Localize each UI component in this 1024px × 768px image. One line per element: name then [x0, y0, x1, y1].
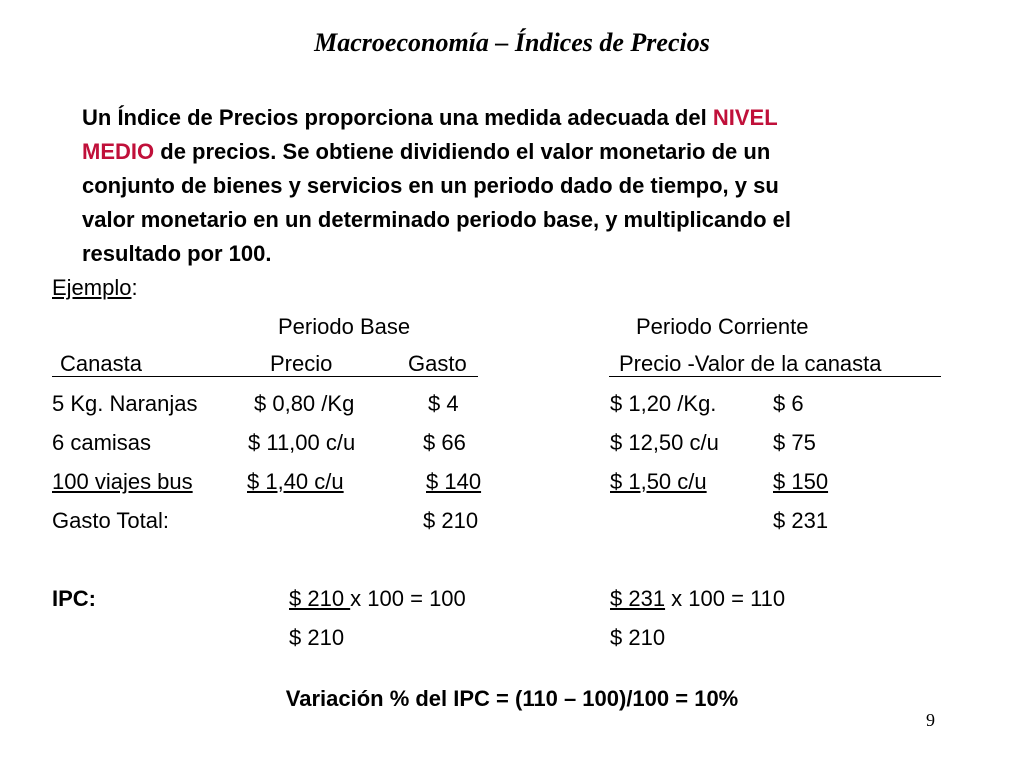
row-2-base-price: $ 11,00 c/u	[248, 430, 356, 455]
intro-line-3: conjunto de bienes y servicios en un periodo dado de tiempo, y su	[82, 173, 779, 198]
period-base-heading: Periodo Base	[278, 314, 411, 339]
ipc-label: IPC:	[52, 586, 96, 611]
ipc-current-numerator: $ 231	[610, 586, 666, 611]
total-base: $ 210	[423, 508, 479, 533]
row-3-base-price: $ 1,40 c/u	[247, 469, 344, 494]
header-precio: Precio	[270, 351, 333, 376]
row-3-item: 100 viajes bus	[52, 469, 193, 494]
intro-line-1: Un Índice de Precios proporciona una medida adecuada del NIVEL	[82, 105, 778, 130]
slide-title: Macroeconomía – Índices de Precios	[314, 28, 710, 57]
row-3-base-spend: $ 140	[426, 469, 482, 494]
row-1-current-price: $ 1,20 /Kg.	[610, 391, 717, 416]
header-underline-current	[609, 376, 941, 377]
ipc-current-formula: $ 231 x 100 = 110	[610, 586, 786, 611]
row-2-item: 6 camisas	[52, 430, 152, 455]
row-1-item: 5 Kg. Naranjas	[52, 391, 198, 416]
header-canasta: Canasta	[60, 351, 142, 376]
intro-line-2: MEDIO de precios. Se obtiene dividiendo el valor monetario de un	[82, 139, 771, 164]
intro-line-5: resultado por 100.	[82, 241, 272, 266]
example-label: Ejemplo	[52, 275, 132, 300]
ipc-base-numerator: $ 210	[289, 586, 351, 611]
row-1-base-price: $ 0,80 /Kg	[254, 391, 355, 416]
ipc-base-denominator: $ 210	[289, 625, 345, 650]
ipc-current-denominator: $ 210	[610, 625, 666, 650]
row-2-current-price: $ 12,50 c/u	[610, 430, 719, 455]
period-current-heading: Periodo Corriente	[636, 314, 809, 339]
highlight-nivel: NIVEL	[712, 105, 778, 130]
row-1-base-spend: $ 4	[428, 391, 459, 416]
intro-line-4: valor monetario en un determinado periodo base, y multiplicando el	[82, 207, 792, 232]
row-3-current-price: $ 1,50 c/u	[610, 469, 707, 494]
row-2-current-value: $ 75	[773, 430, 816, 455]
intro-paragraph	[82, 101, 972, 271]
highlight-medio: MEDIO	[82, 139, 155, 164]
total-current: $ 231	[773, 508, 829, 533]
header-gasto: Gasto	[408, 351, 467, 376]
header-underline-base	[52, 376, 478, 377]
row-2-base-spend: $ 66	[423, 430, 466, 455]
page-number: 9	[926, 710, 935, 730]
ipc-base-formula: $ 210 x 100 = 100	[289, 586, 466, 611]
row-1-current-value: $ 6	[773, 391, 804, 416]
ipc-variation: Variación % del IPC = (110 – 100)/100 = 10%	[285, 686, 739, 711]
example-heading: Ejemplo:	[52, 275, 138, 300]
total-label: Gasto Total:	[52, 508, 169, 533]
header-current: Precio -Valor de la canasta	[619, 351, 882, 376]
row-3-current-value: $ 150	[773, 469, 829, 494]
